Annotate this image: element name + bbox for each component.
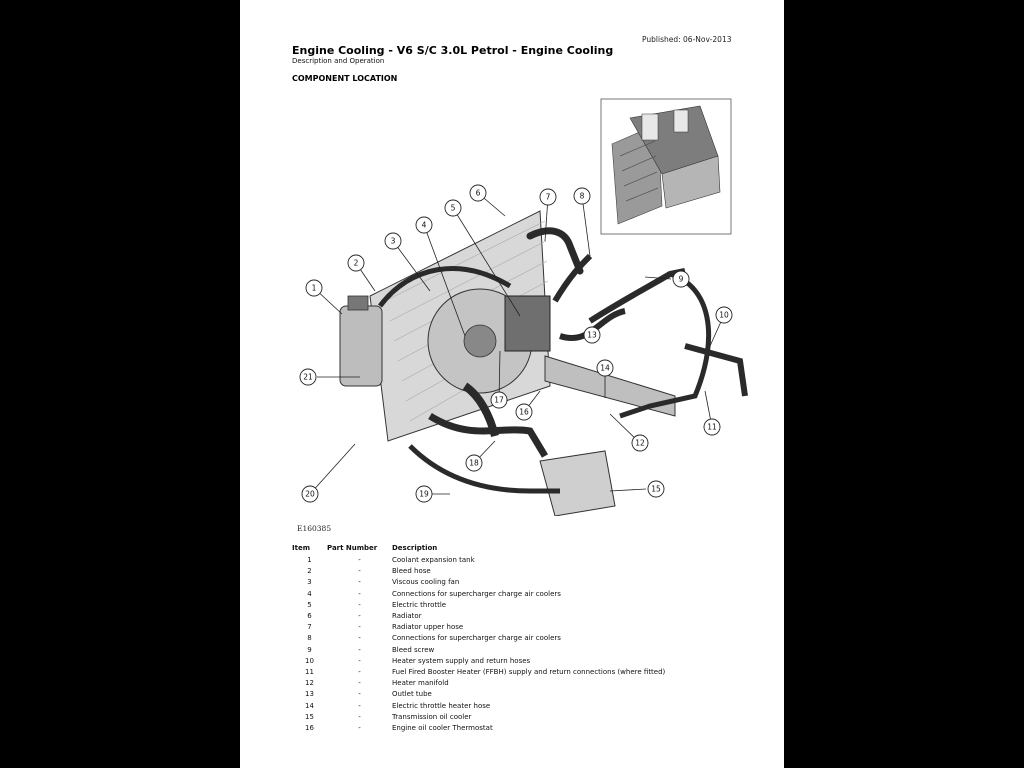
item-number: 11 xyxy=(305,668,314,677)
part-number: - xyxy=(358,600,361,609)
part-number: - xyxy=(358,712,361,721)
callout-20 xyxy=(302,486,318,502)
table-row xyxy=(292,577,665,588)
svg-text:9: 9 xyxy=(678,274,684,284)
item-description: Radiator upper hose xyxy=(392,623,464,632)
table-row xyxy=(292,566,665,577)
svg-text:11: 11 xyxy=(707,422,717,432)
svg-text:13: 13 xyxy=(587,330,597,340)
part-number: - xyxy=(358,634,361,643)
callout-8 xyxy=(574,188,590,204)
part-number: - xyxy=(358,556,361,564)
table-row xyxy=(292,712,665,723)
item-description: Bleed hose xyxy=(392,567,431,576)
svg-text:7: 7 xyxy=(545,192,551,202)
item-number: 7 xyxy=(307,623,312,632)
part-number: - xyxy=(358,589,361,598)
header-description: Description xyxy=(392,544,438,552)
item-number: 8 xyxy=(307,634,312,643)
callout-16 xyxy=(516,404,532,420)
callout-12 xyxy=(632,435,648,451)
callout-18 xyxy=(466,455,482,471)
table-row xyxy=(292,600,665,611)
item-number: 5 xyxy=(307,600,312,609)
figure-reference: E160385 xyxy=(297,524,332,533)
item-description: Viscous cooling fan xyxy=(392,578,460,587)
part-number: - xyxy=(358,668,361,677)
callout-19 xyxy=(416,486,432,502)
item-description: Engine oil cooler Thermostat xyxy=(392,724,493,733)
svg-text:6: 6 xyxy=(475,188,481,198)
inset-overview-image xyxy=(601,99,731,234)
table-row xyxy=(292,633,665,644)
table-row xyxy=(292,701,665,712)
item-description: Electric throttle heater hose xyxy=(392,701,491,710)
item-number: 13 xyxy=(305,690,314,699)
item-description: Transmission oil cooler xyxy=(392,712,472,721)
part-number: - xyxy=(358,578,361,587)
page-subtitle: Description and Operation xyxy=(292,57,385,65)
table-row xyxy=(292,555,665,566)
svg-text:3: 3 xyxy=(390,236,396,246)
part-number: - xyxy=(358,612,361,621)
engine-cooling-illustration xyxy=(340,211,745,516)
table-row xyxy=(292,678,665,689)
callout-10 xyxy=(716,307,732,323)
callout-11 xyxy=(704,419,720,435)
item-description: Fuel Fired Booster Heater (FFBH) supply and return connections (where fitted) xyxy=(392,668,666,677)
item-description: Electric throttle xyxy=(392,600,447,609)
item-number: 16 xyxy=(305,724,314,733)
svg-text:5: 5 xyxy=(450,203,456,213)
svg-text:20: 20 xyxy=(305,489,315,499)
table-row xyxy=(292,645,665,656)
item-description: Outlet tube xyxy=(392,690,432,699)
part-number: - xyxy=(358,701,361,710)
part-number: - xyxy=(358,679,361,688)
published-date: Published: 06-Nov-2013 xyxy=(642,35,732,44)
part-number: - xyxy=(358,567,361,576)
callout-3 xyxy=(385,233,401,249)
callout-5 xyxy=(445,200,461,216)
header-part-number: Part Number xyxy=(327,544,378,552)
callout-9 xyxy=(673,271,689,287)
svg-text:21: 21 xyxy=(303,372,313,382)
item-number: 9 xyxy=(307,645,312,654)
item-description: Coolant expansion tank xyxy=(392,556,475,564)
item-number: 4 xyxy=(307,589,312,598)
callout-17 xyxy=(491,392,507,408)
item-description: Heater system supply and return hoses xyxy=(392,656,531,665)
header-item: Item xyxy=(292,544,310,552)
svg-text:19: 19 xyxy=(419,489,429,499)
svg-text:8: 8 xyxy=(579,191,585,201)
callout-13 xyxy=(584,327,600,343)
table-row xyxy=(292,611,665,622)
table-row xyxy=(292,689,665,700)
part-number: - xyxy=(358,645,361,654)
callout-21 xyxy=(300,369,316,385)
section-heading: COMPONENT LOCATION xyxy=(292,74,398,83)
item-description: Connections for supercharger charge air coolers xyxy=(392,634,561,643)
item-number: 15 xyxy=(305,712,314,721)
svg-text:18: 18 xyxy=(469,458,479,468)
item-description: Bleed screw xyxy=(392,645,435,654)
page-title: Engine Cooling - V6 S/C 3.0L Petrol - Engine Cooling xyxy=(292,44,614,57)
table-row xyxy=(292,589,665,600)
item-number: 2 xyxy=(307,567,312,576)
callout-15 xyxy=(648,481,664,497)
svg-text:15: 15 xyxy=(651,484,661,494)
callout-4 xyxy=(416,217,432,233)
item-number: 10 xyxy=(305,656,314,665)
callout-1 xyxy=(306,280,322,296)
parts-table xyxy=(292,544,665,734)
part-number: - xyxy=(358,690,361,699)
part-number: - xyxy=(358,724,361,733)
svg-text:4: 4 xyxy=(421,220,427,230)
svg-text:17: 17 xyxy=(494,395,504,405)
svg-text:14: 14 xyxy=(600,363,610,373)
part-number: - xyxy=(358,623,361,632)
callout-7 xyxy=(540,189,556,205)
item-number: 12 xyxy=(305,679,314,688)
callout-6 xyxy=(470,185,486,201)
item-number: 3 xyxy=(307,578,312,587)
item-number: 6 xyxy=(307,612,312,621)
svg-text:2: 2 xyxy=(353,258,359,268)
callout-14 xyxy=(597,360,613,376)
table-header-row xyxy=(292,544,665,555)
item-description: Heater manifold xyxy=(392,679,449,688)
svg-text:1: 1 xyxy=(311,283,317,293)
callout-2 xyxy=(348,255,364,271)
svg-text:12: 12 xyxy=(635,438,645,448)
item-description: Radiator xyxy=(392,612,422,621)
manual-page xyxy=(240,0,784,768)
part-number: - xyxy=(358,656,361,665)
item-number: 1 xyxy=(307,556,312,564)
item-description: Connections for supercharger charge air coolers xyxy=(392,589,561,598)
table-row xyxy=(292,723,665,734)
table-row xyxy=(292,667,665,678)
engine-cooling-diagram xyxy=(290,96,750,516)
item-number: 14 xyxy=(305,701,314,710)
table-row xyxy=(292,656,665,667)
svg-text:10: 10 xyxy=(719,310,729,320)
table-row xyxy=(292,622,665,633)
svg-text:16: 16 xyxy=(519,407,529,417)
